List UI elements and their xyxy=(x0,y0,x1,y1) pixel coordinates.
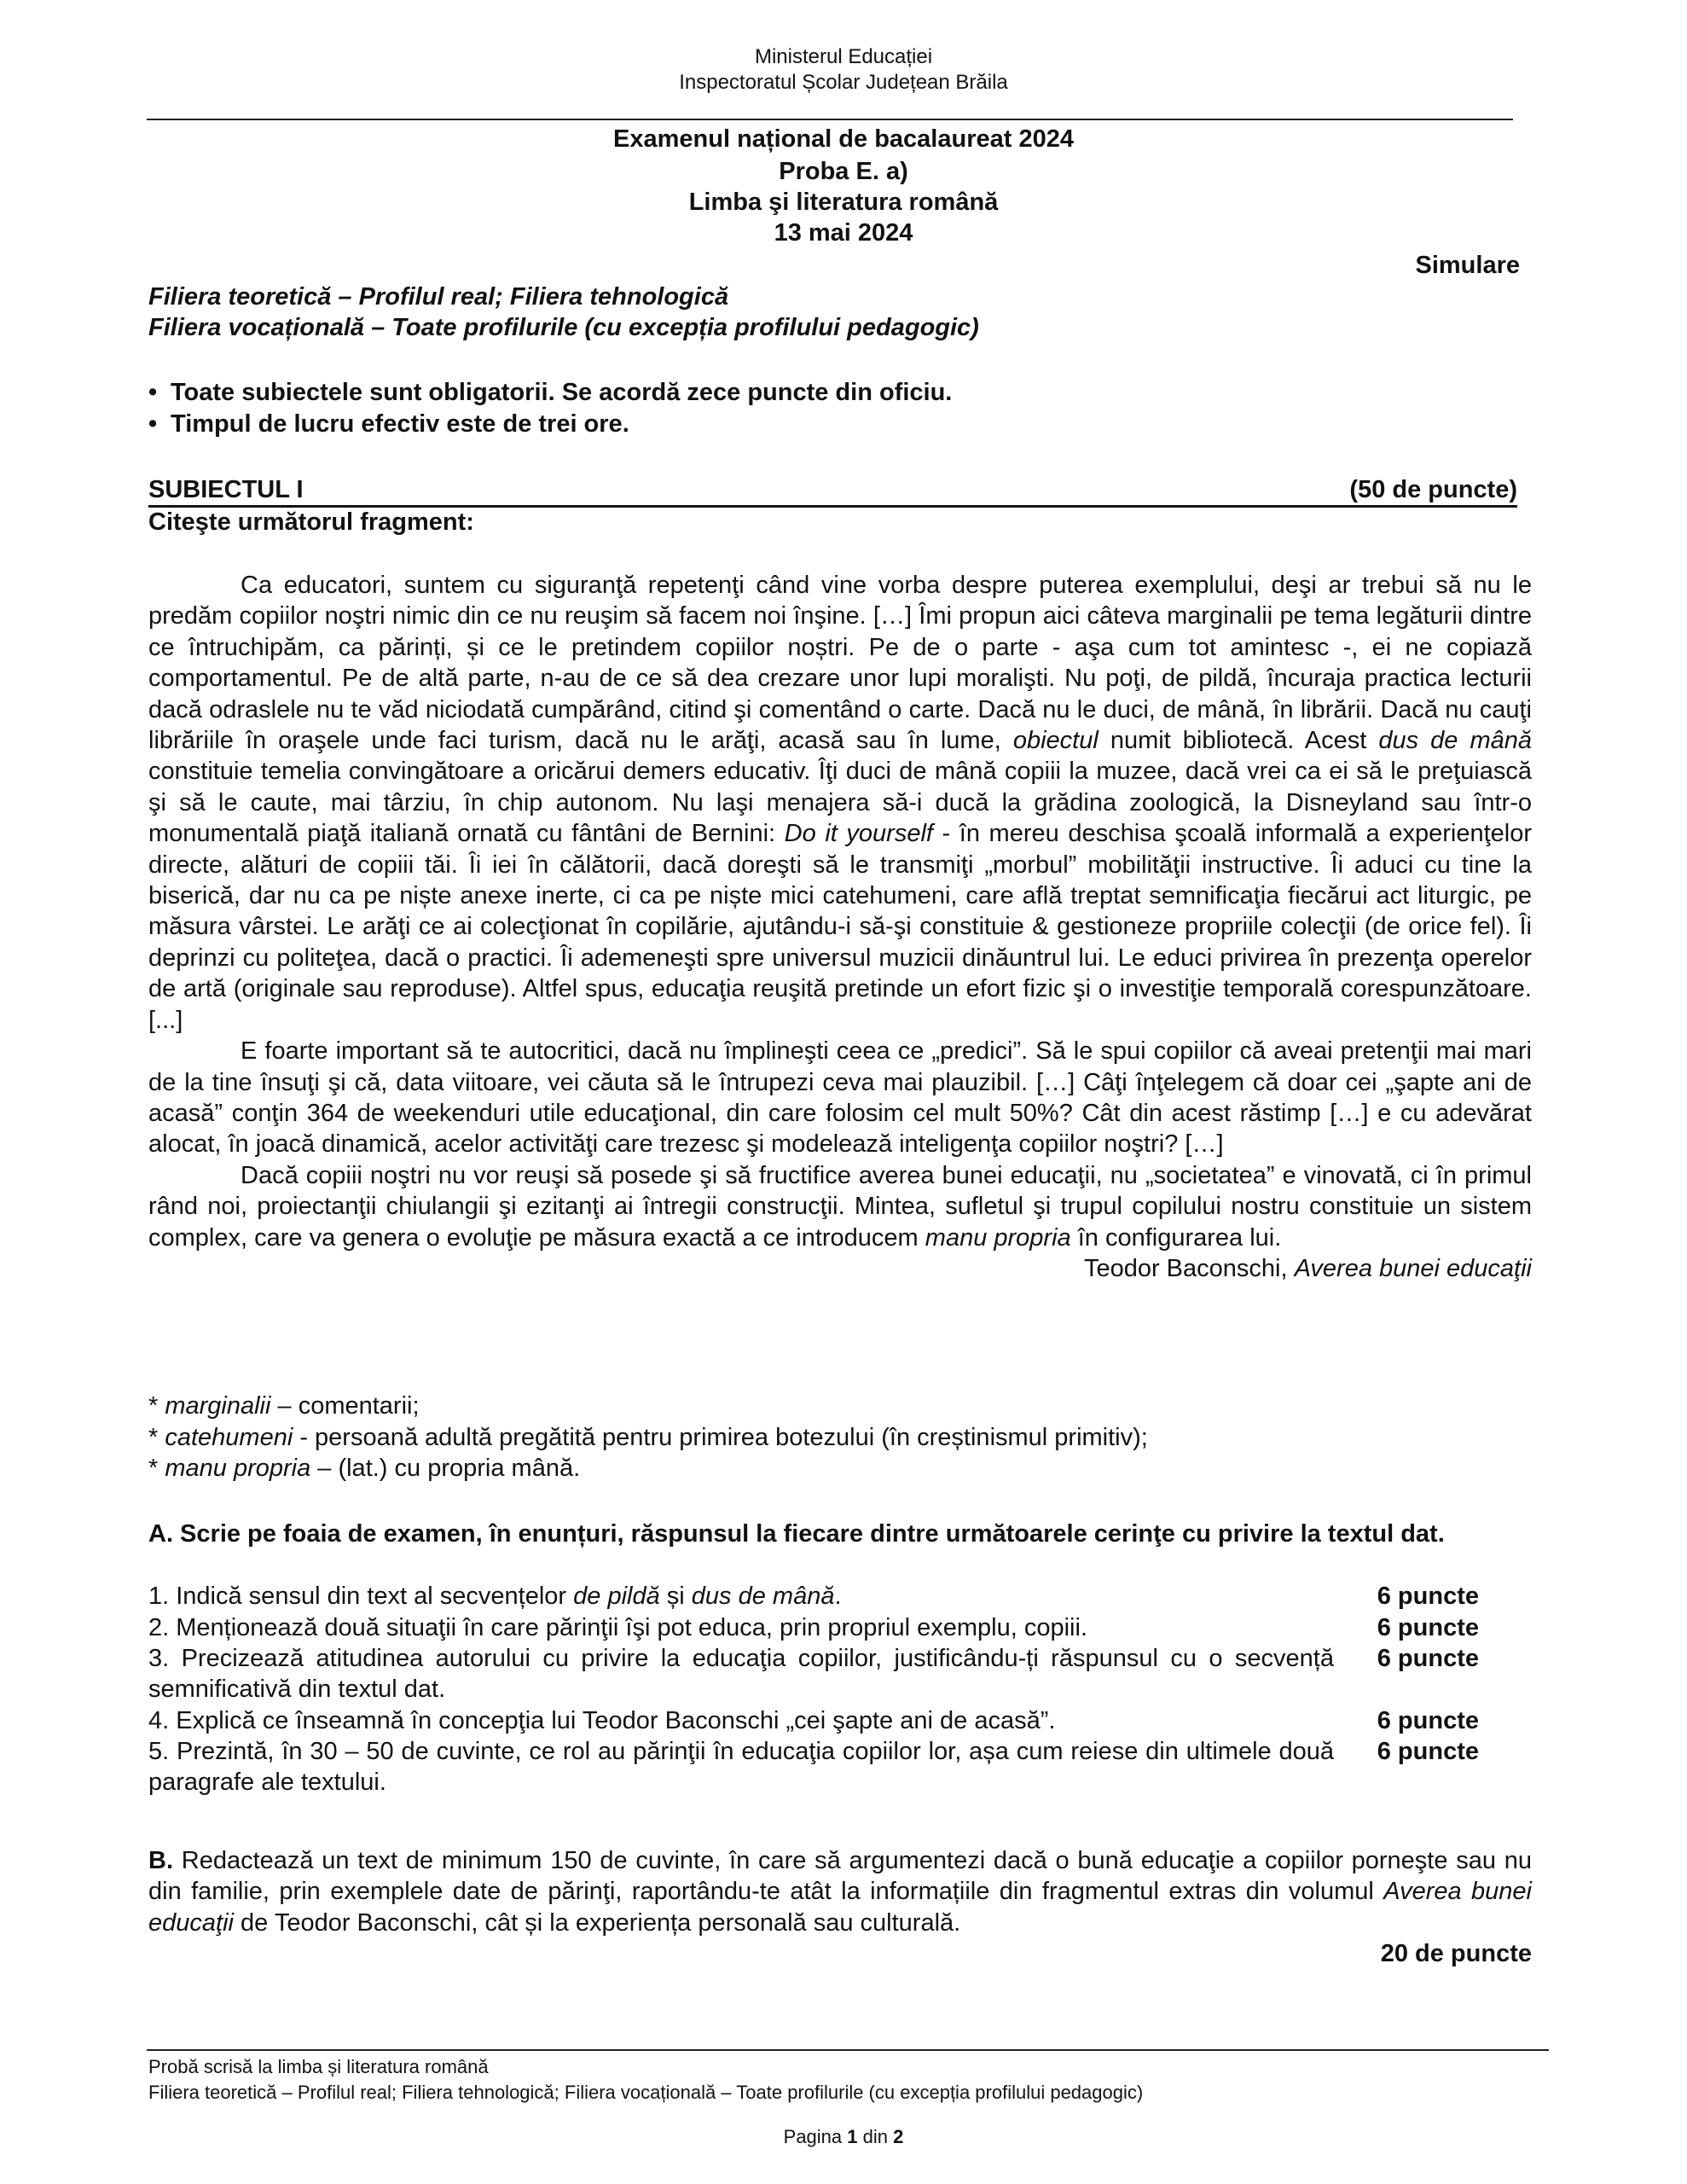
inspectorate-name: Inspectoratul Școlar Județean Brăila xyxy=(679,71,1008,94)
question-points: 6 puncte xyxy=(1377,1645,1479,1672)
subject-label: SUBIECTUL I xyxy=(148,476,304,503)
ministry-name: Ministerul Educației xyxy=(754,45,933,68)
question-text-run: 1. Indică sensul din text al secvențelor xyxy=(148,1583,574,1610)
question-text-run: 4. Explică ce înseamnă în concepţia lui Teodor Baconschi „cei şapte ani de acasă”. xyxy=(148,1707,1056,1734)
question-text xyxy=(148,1643,1334,1705)
question-2 xyxy=(148,1612,1479,1643)
subject-heading xyxy=(148,474,1517,508)
page-total: 2 xyxy=(893,2126,904,2147)
glossary-item: * catehumeni - persoană adultă pregătită pentru primirea botezului (în creștinismul primitiv); xyxy=(148,1423,1148,1451)
section-b-points: 20 de puncte xyxy=(1380,1940,1532,1968)
fragment-text xyxy=(148,570,1532,1284)
fragment-paragraph xyxy=(148,1160,1532,1253)
simulation-label: Simulare xyxy=(1415,252,1520,279)
glossary-term: catehumeni xyxy=(165,1423,293,1451)
exam-date: 13 mai 2024 xyxy=(774,219,913,247)
glossary-term: marginalii xyxy=(165,1392,271,1420)
fragment-text-run: numit bibliotecă. Acest xyxy=(1098,727,1379,755)
fragment-text-run: Ca educatori, suntem cu siguranţă repetenţi când vine vorba despre puterea exemplului, deşi ar trebui să nu le predăm copiilor noştri nimic din ce nu reuşim să facem noi înşine. […] Îmi propun aici câteva marginalii pe tema legăturii dintre ce întruchipăm, ca părinți, și ce le pretindem copiilor noștri. Pe de o parte - aşa cum tot amintesc -, ei ne copiază comportamentul. Pe de altă parte, n-au de ce să dea crezare unor lupi moralişti. Nu poţi, de pildă, încuraja practica lecturii dacă odraslele nu te văd niciodată cumpărând, citind şi comentând o carte. Dacă nu le duci, de mână, în librării. Dacă nu cauţi librăriile în oraşele unde faci turism, dacă nu le arăţi, acasă sau în lume, xyxy=(148,572,1532,755)
question-points: 6 puncte xyxy=(1377,1738,1479,1765)
fragment-text-run: constituie temelia convingătoare a oricărui demers educativ. Îţi duci de mână copiii la muzee, dacă vrei ca ei să le preţuiască şi să le caute, mai târziu, în chip autonom. Nu laşi menajera să-i ducă la grădina zoologică, la Disneyland sau într-o monumentală piaţă italiană ornată cu fântâni de Bernini: xyxy=(148,758,1532,848)
question-points: 6 puncte xyxy=(1377,1583,1479,1610)
question-text-run: 2. Menționează două situaţii în care părinţii îşi pot educa, prin propriul exemplu, copiii. xyxy=(148,1614,1087,1641)
glossary-item: * manu propria – (lat.) cu propria mână. xyxy=(148,1455,581,1482)
fragment-author: Teodor Baconschi, xyxy=(1083,1254,1295,1282)
fragment-work: Averea bunei educaţii xyxy=(1294,1254,1532,1282)
question-text-run: și xyxy=(659,1583,692,1610)
exam-subject: Limba şi literatura română xyxy=(688,189,999,216)
read-instruction: Citeşte următorul fragment: xyxy=(148,508,474,536)
glossary xyxy=(148,1391,1148,1484)
glossary-definition: - persoană adultă pregătită pentru primirea botezului (în creștinismul primitiv); xyxy=(293,1423,1148,1451)
glossary-term: manu propria xyxy=(165,1455,311,1482)
page-prefix: Pagina xyxy=(783,2126,848,2147)
profile-line-1: Filiera teoretică – Profilul real; Filiera tehnologică xyxy=(148,283,729,311)
question-text xyxy=(148,1705,1334,1736)
fragment-text-run: E foarte important să te autocritici, dacă nu împlineşti ceea ce „predici”. Să le spui copiilor că aveai pretenţii mai mari de la tine însuţi şi că, data viitoare, vei căuta să le întrupezi ceva mai plauzibil. […] Câţi înţelegem că doar cei „şapte ani de acasă” conţin 364 de weekenduri utile educaţional, din care folosim cel mult 50%? Cât din acest răstimp […] e cu adevărat alocat, în joacă dinamică, acelor activităţi care trezesc şi modelează inteligenţa copiilor noştri? […] xyxy=(148,1037,1532,1159)
fragment-text-italic: obiectul xyxy=(1012,727,1099,755)
section-b-text-italic: Averea bunei educaţii xyxy=(148,1878,1532,1937)
fragment-paragraph xyxy=(148,1036,1532,1160)
header-rule xyxy=(147,119,1513,120)
page-number xyxy=(0,2124,1687,2150)
question-text-italic: de pildă xyxy=(573,1583,660,1610)
fragment-text-run: Dacă copiii noştri nu vor reuşi să posede şi să fructifice averea bunei educaţii, nu „societatea” e vinovată, ci în primul rând noi, proiectanţii chiulangii şi ezitanţi ai întregii construcţii. Mintea, sufletul şi trupul copilului nostru constituie un sistem complex, care va genera o evoluţie pe măsura exactă a ce introducem xyxy=(148,1161,1532,1252)
subject-points: (50 de puncte) xyxy=(1349,476,1517,503)
exam-proba: Proba E. a) xyxy=(779,158,908,185)
fragment-paragraph xyxy=(148,570,1532,1036)
fragment-text-italic: manu propria xyxy=(925,1223,1071,1252)
page-current: 1 xyxy=(847,2126,858,2147)
fragment-text-run: în configurarea lui. xyxy=(1070,1223,1282,1252)
profile-line-2: Filiera vocațională – Toate profilurile (cu excepția profilului pedagogic) xyxy=(148,314,979,341)
section-b xyxy=(148,1845,1532,1970)
question-3 xyxy=(148,1643,1479,1705)
fragment-source xyxy=(148,1253,1532,1284)
fragment-text-run: - în mereu deschisa şcoală informală a experienţelor directe, alături de copiii tăi. Îi iei în călătorii, dacă doreşti să le transmiţi „morbul” mobilităţii instructive. Îi aduci cu tine la biserică, dar nu ca pe niște anexe inerte, ci ca pe niște mici catehumeni, care află treptat semnificaţia fiecărui act liturgic, pe măsura vârstei. Le arăţi ce ai colecţionat în copilărie, ajutându-i să-şi constituie & gestioneze propriile colecţii (de orice fel). Îi deprinzi cu politeţea, dacă o practici. Îi ademeneşti spre universul muzicii dinăuntrul lui. Le educi privirea în prezenţa operelor de artă (originale sau reproduse). Altfel spus, educaţia reuşită pretinde un efort fizic şi o investiţie temporală corespunzătoare.[...] xyxy=(148,820,1532,1034)
footer-line-2: Filiera teoretică – Profilul real; Filiera tehnologică; Filiera vocațională – Toate profilurile (cu excepția profilului pedagogic) xyxy=(148,2082,1144,2103)
footer-line-1: Probă scrisă la limba și literatura română xyxy=(148,2056,489,2077)
section-b-label: B. xyxy=(148,1847,173,1874)
fragment-text-italic: Do it yourself xyxy=(784,820,933,848)
instruction-item: • Timpul de lucru efectiv este de trei ore. xyxy=(147,409,952,440)
question-text xyxy=(148,1736,1334,1798)
question-text-run: 3. Precizează atitudinea autorului cu privire la educaţia copiilor, justificându-ți răspunsul cu o secvență semnificativă din textul dat. xyxy=(148,1645,1334,1704)
exam-title: Examenul național de bacalaureat 2024 xyxy=(613,125,1074,153)
fragment-text-italic: dus de mână xyxy=(1378,727,1532,755)
question-text-run: . xyxy=(834,1583,842,1610)
question-5 xyxy=(148,1736,1479,1798)
section-a-heading: A. Scrie pe foaia de examen, în enunțuri, răspunsul la fiecare dintre următoarele cerinţe cu privire la textul dat. xyxy=(148,1520,1445,1548)
glossary-item: * marginalii – comentarii; xyxy=(148,1392,420,1420)
glossary-definition: – (lat.) cu propria mână. xyxy=(310,1455,581,1482)
question-text xyxy=(148,1612,1334,1643)
question-4 xyxy=(148,1705,1479,1736)
question-text xyxy=(148,1581,1334,1612)
instructions-list xyxy=(147,377,952,440)
question-1 xyxy=(148,1581,1479,1612)
footer-rule xyxy=(147,2049,1549,2051)
question-points: 6 puncte xyxy=(1377,1707,1479,1734)
glossary-definition: – comentarii; xyxy=(270,1392,420,1420)
question-points: 6 puncte xyxy=(1377,1614,1479,1641)
section-b-text-run: Redactează un text de minimum 150 de cuvinte, în care să argumentezi dacă o bună educaţie a copiilor porneşte sau nu din familie, prin exemplele date de părinţi, raportându-te atât la informațiile din fragmentul extras din volumul xyxy=(148,1847,1532,1906)
section-b-text xyxy=(148,1847,1532,1937)
instruction-item: • Toate subiectele sunt obligatorii. Se acordă zece puncte din oficiu. xyxy=(147,377,952,409)
question-text-run: 5. Prezintă, în 30 – 50 de cuvinte, ce rol au părinţii în educaţia copiilor lor, așa cum reiese din ultimele două paragrafe ale textului. xyxy=(148,1738,1334,1797)
section-b-text-run: de Teodor Baconschi, cât și la experiența personală sau culturală. xyxy=(233,1908,961,1937)
question-text-italic: dus de mână xyxy=(691,1583,835,1610)
page-separator: din xyxy=(857,2126,894,2147)
